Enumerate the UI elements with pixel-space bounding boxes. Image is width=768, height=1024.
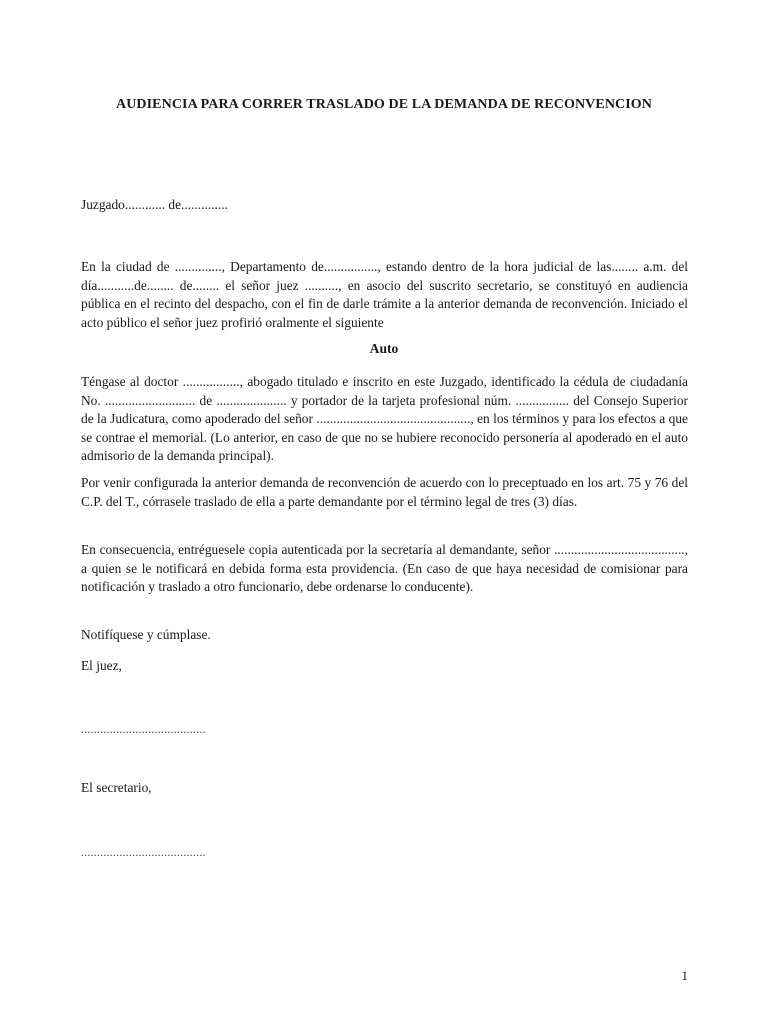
document-title: AUDIENCIA PARA CORRER TRASLADO DE LA DEMANDA DE RECONVENCION bbox=[116, 97, 652, 112]
judge-signature-line: ....................................... bbox=[81, 722, 206, 736]
secretary-label: El secretario, bbox=[81, 780, 152, 795]
paragraph-traslado: Por venir configurada la anterior demanda de reconvención de acuerdo con lo preceptuado en los art. 75 y 76 del C.P. del T., córrasele traslado de ella a parte demandante por el término legal de tres (3) días. bbox=[81, 475, 688, 509]
intro-paragraph: En la ciudad de .............., Departamento de................, estando dentro de la hora judicial de las........ a.m. del día...........de........ de........ el señor juez .........., en asocio del suscrito secretario, se constituyó en audiencia pública en el recinto del despacho, con el fin de darle trámite a la anterior demanda de reconvención. Iniciado el acto público el señor juez profirió oralmente el siguiente bbox=[81, 259, 688, 330]
juzgado-line: Juzgado............ de.............. bbox=[81, 197, 228, 212]
paragraph-consecuencia: En consecuencia, entréguesele copia autenticada por la secretaría al demandante, señor ......................................., a quien se le notificará en debida forma esta providencia. (En caso de que haya necesidad de comisionar para notificación y traslado a otro funcionario, debe ordenarse lo conducente). bbox=[81, 542, 688, 594]
secretary-signature-line: ....................................... bbox=[81, 845, 206, 859]
judge-label: El juez, bbox=[81, 658, 122, 673]
closing-line: Notifíquese y cúmplase. bbox=[81, 627, 211, 642]
auto-heading: Auto bbox=[369, 341, 399, 356]
page-number: 1 bbox=[681, 968, 688, 983]
paragraph-appointment: Téngase al doctor ................., abogado titulado e inscrito en este Juzgado, identificado la cédula de ciudadanía No. ........................... de ..................... y portador de la tarjeta profesional núm. ................ del Consejo Superior de la Judicatura, como apoderado del señor .............................................., en los términos y para los efectos a que se contrae el memorial. (Lo anterior, en caso de que no se hubiere reconocido personería al apoderado en el auto admisorio de la demanda principal). bbox=[81, 374, 688, 463]
